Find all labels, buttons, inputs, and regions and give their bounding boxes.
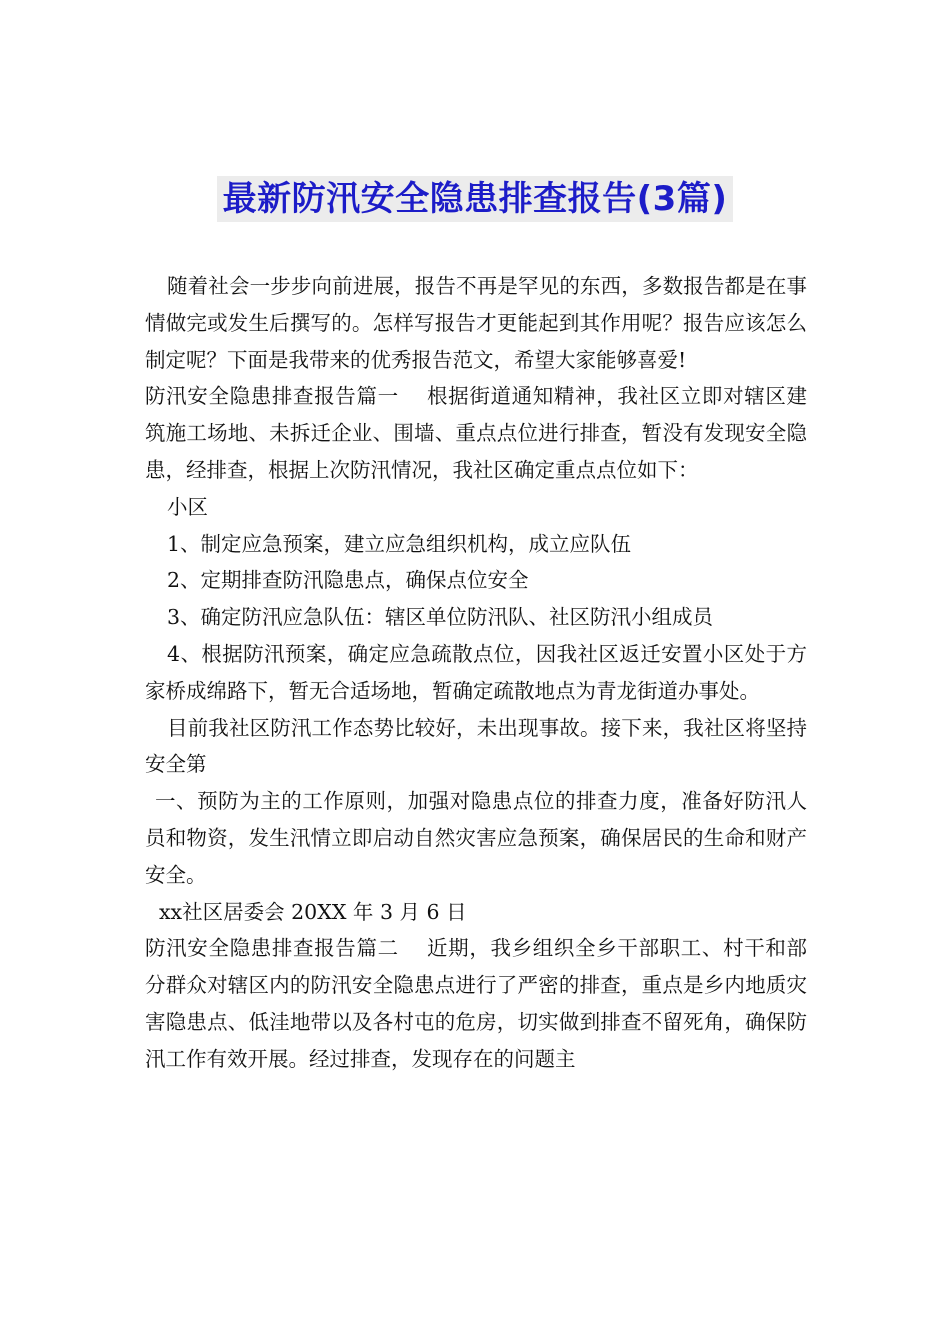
- subheading-community: 小区: [167, 494, 208, 519]
- list-item-1: 1、制定应急预案，建立应急组织机构，成立应队伍: [167, 531, 632, 556]
- report-one-heading-paragraph: 防汛安全隐患排查报告篇一 根据街道通知精神，我社区立即对辖区建筑施工场地、未拆迁企业、围墙、重点点位进行排查，暂没有发现安全隐患，经排查，根据上次防汛情况，我社区确定重点点位如下：: [145, 384, 807, 482]
- report-two-heading-paragraph: 防汛安全隐患排查报告篇二 近期，我乡组织全乡干部职工、村干和部分群众对辖区内的防汛安全隐患点进行了严密的排查，重点是乡内地质灾害隐患点、低洼地带以及各村屯的危房，切实做到排查不留死角，确保防汛工作有效开展。经过排查，发现存在的问题主: [145, 936, 807, 1071]
- list-item-2: 2、定期排查防汛隐患点，确保点位安全: [167, 568, 529, 593]
- intro-paragraph: 随着社会一步步向前进展，报告不再是罕见的东西，多数报告都是在事情做完或发生后撰写的。怎样写报告才更能起到其作用呢？报告应该怎么制定呢？下面是我带来的优秀报告范文，希望大家能够喜爱!: [145, 274, 807, 372]
- principle-paragraph: 一、预防为主的工作原则，加强对隐患点位的排查力度，准备好防汛人员和物资，发生汛情立即启动自然灾害应急预案，确保居民的生命和财产安全。: [145, 789, 807, 887]
- document-body: [145, 268, 807, 1078]
- document-title: 最新防汛安全隐患排查报告(3篇): [217, 176, 734, 222]
- title-container: [0, 176, 950, 222]
- list-item-4: 4、根据防汛预案，确定应急疏散点位，因我社区返迁安置小区处于方家桥成绵路下，暂无合适场地，暂确定疏散地点为青龙街道办事处。: [145, 641, 807, 703]
- list-item-3: 3、确定防汛应急队伍：辖区单位防汛队、社区防汛小组成员: [167, 605, 714, 630]
- signature-date: xx社区居委会 20XX 年 3 月 6 日: [159, 899, 467, 924]
- status-paragraph: 目前我社区防汛工作态势比较好，未出现事故。接下来，我社区将坚持安全第: [145, 715, 807, 777]
